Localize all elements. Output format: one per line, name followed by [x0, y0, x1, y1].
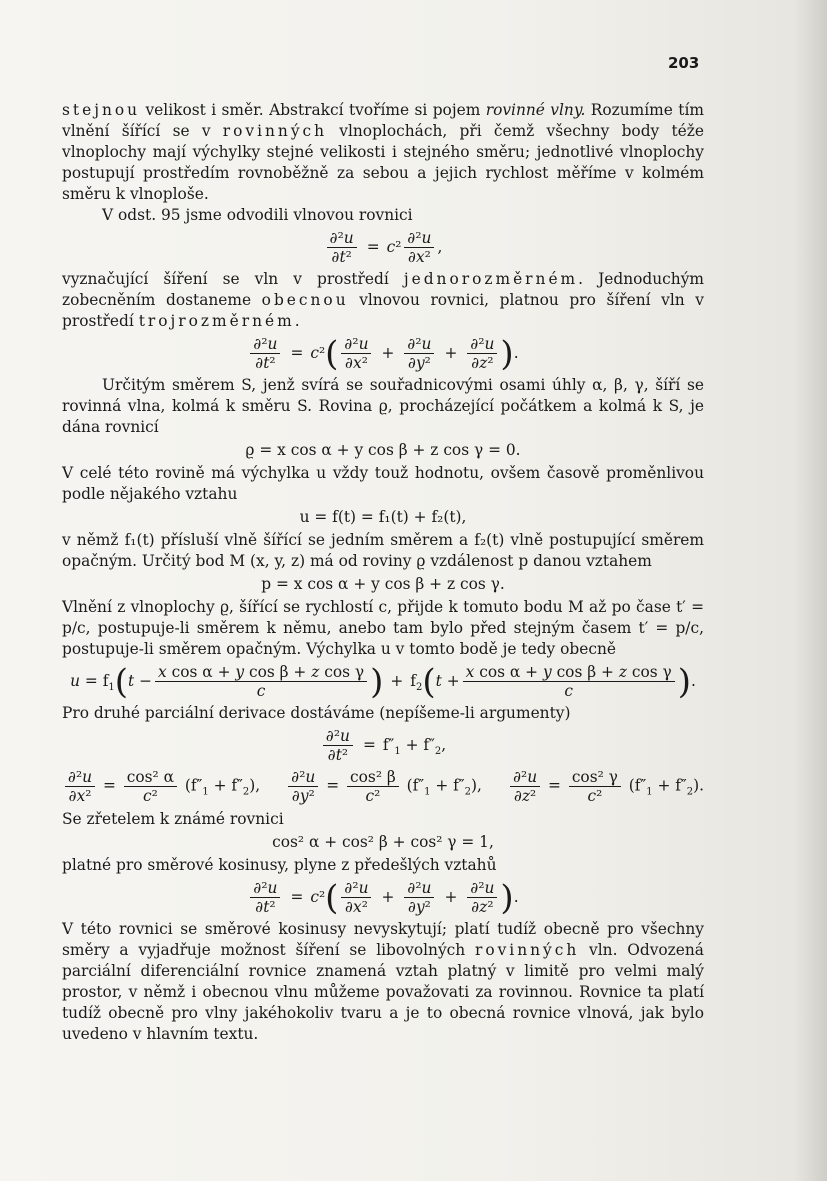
paragraph-conclusion: V této rovnici se směrové kosinusy nevyskytují; platí tudíž obecně pro všechny směry a vyjadřuje možnost šíření se libovolných rovinných vln. Odvozená parciální diferenciální rovnice znamená vztah platný v limitě pro velmi malý prostor, v němž i obecnou vlnu můžeme považovati za rovinnou. Rovnice ta platí tudíž obecně pro vlny jakéhokoliv tvaru a je to obecná rovnice vlnová, jak bylo uvedeno v hlavním textu. [62, 920, 704, 1043]
paragraph-direction-cosines: platné pro směrové kosinusy, plyne z předešlých vztahů [62, 856, 497, 874]
paragraph-generalization: vyznačující šíření se vln v prostředí jednorozměrném. Jednoduchým zobecněním dostaneme obecnou vlnovou rovnici, platnou pro šíření vln v prostředí trojrozměrném. [62, 270, 704, 330]
equation-general-solution: $u = f_1$ ( t − $\frac{\text{x cos α + y cos β + z cos γ}}{c}$ ) + $f_2$ ( t + $\frac{\text{x cos α + y cos β + z cos γ}}{c}$ ) . [70, 661, 696, 702]
equation-u-of-t: u = f(t) = f₁(t) + f₂(t), [299, 508, 467, 526]
equation-1d-wave: $\frac{\text{∂²u}}{\text{∂t²}}$ = c² $\frac{\text{∂²u}}{\text{∂x²}}$ , [62, 229, 704, 266]
equation-cos-identity: cos² α + cos² β + cos² γ = 1, [272, 833, 494, 851]
equation-distance-p: p = x cos α + y cos β + z cos γ. [261, 575, 505, 593]
equation-spatial-derivatives: $\frac{\text{∂²u}}{\text{∂x²}}$ = $\frac{\text{cos² α}}{\text{c²}}$ $(f''_1 + f''_2)$, $\frac{\text{∂²u}}{\text{∂y²}}$ = $\frac{\text{cos² β}}{\text{c²}}$ $(f''_1 + f''_2)$, $\frac{\text{∂²u}}{\text{∂z²}}$ = $\frac{\text{cos² γ}}{\text{c²}}$ $(f''_1 + f''_2)$. [62, 768, 704, 805]
equation-3d-wave: $\frac{\text{∂²u}}{\text{∂t²}}$ = c² ( $\frac{\text{∂²u}}{\text{∂x²}}$ + $\frac{\text{∂²u}}{\text{∂y²}}$ + $\frac{\text{∂²u}}{\text{∂z²}}$ ) . [62, 335, 704, 372]
paragraph-intro-equation: V odst. 95 jsme odvodili vlnovou rovnici [102, 206, 413, 224]
paragraph-known-equation: Se zřetelem k známé rovnici [62, 810, 284, 828]
equation-3d-wave-result: $\frac{\text{∂²u}}{\text{∂t²}}$ = c² ( $\frac{\text{∂²u}}{\text{∂x²}}$ + $\frac{\text{∂²u}}{\text{∂y²}}$ + $\frac{\text{∂²u}}{\text{∂z²}}$ ) . [62, 879, 704, 916]
paragraph-point-m: v němž f₁(t) přísluší vlně šířící se jedním směrem a f₂(t) vlně postupující směrem opačným. Určitý bod M (x, y, z) má od roviny ϱ vzdálenost p danou vztahem [62, 531, 704, 570]
paragraph-plane-wave: stejnou velikost i směr. Abstrakcí tvoříme si pojem rovinné vlny. Rozumíme tím vlnění šířící se v rovinných vlnoplochách, při čemž všechny body téže vlnoplochy mají výchylky stejné velikosti i stejného směru; jednotlivé vlnoplochy postupují prostředím rovnoběžně za sebou a jejich rychlost měříme v kolmém směru k vlnoploše. [62, 101, 704, 203]
paragraph-wave-arrival: Vlnění z vlnoplochy ϱ, šířící se rychlostí c, přijde k tomuto bodu M až po čase t′ = p/c, postupuje-li směrem k němu, anebo tam bylo před stejným časem t′ = p/c, postupuje-li směrem opačným. Výchylka u v tomto bodě je tedy obecně [62, 598, 704, 658]
page-number: 203 [668, 54, 700, 72]
paragraph-derivatives: Pro druhé parciální derivace dostáváme (nepíšeme-li argumenty) [62, 704, 571, 722]
equation-d2u-dt2: $\frac{\text{∂²u}}{\text{∂t²}}$ = $f''_1 + f''_2$, [62, 727, 704, 764]
body-text [62, 100, 704, 1045]
paragraph-displacement: V celé této rovině má výchylka u vždy touž hodnotu, ovšem časově proměnlivou podle nějakého vztahu [62, 464, 704, 503]
equation-plane-rho: ϱ = x cos α + y cos β + z cos γ = 0. [245, 441, 521, 459]
paragraph-direction: Určitým směrem S, jenž svírá se souřadnicovými osami úhly α, β, γ, šíří se rovinná vlna, kolmá k směru S. Rovina ϱ, procházející počátkem a kolmá k S, je dána rovnicí [62, 376, 704, 436]
